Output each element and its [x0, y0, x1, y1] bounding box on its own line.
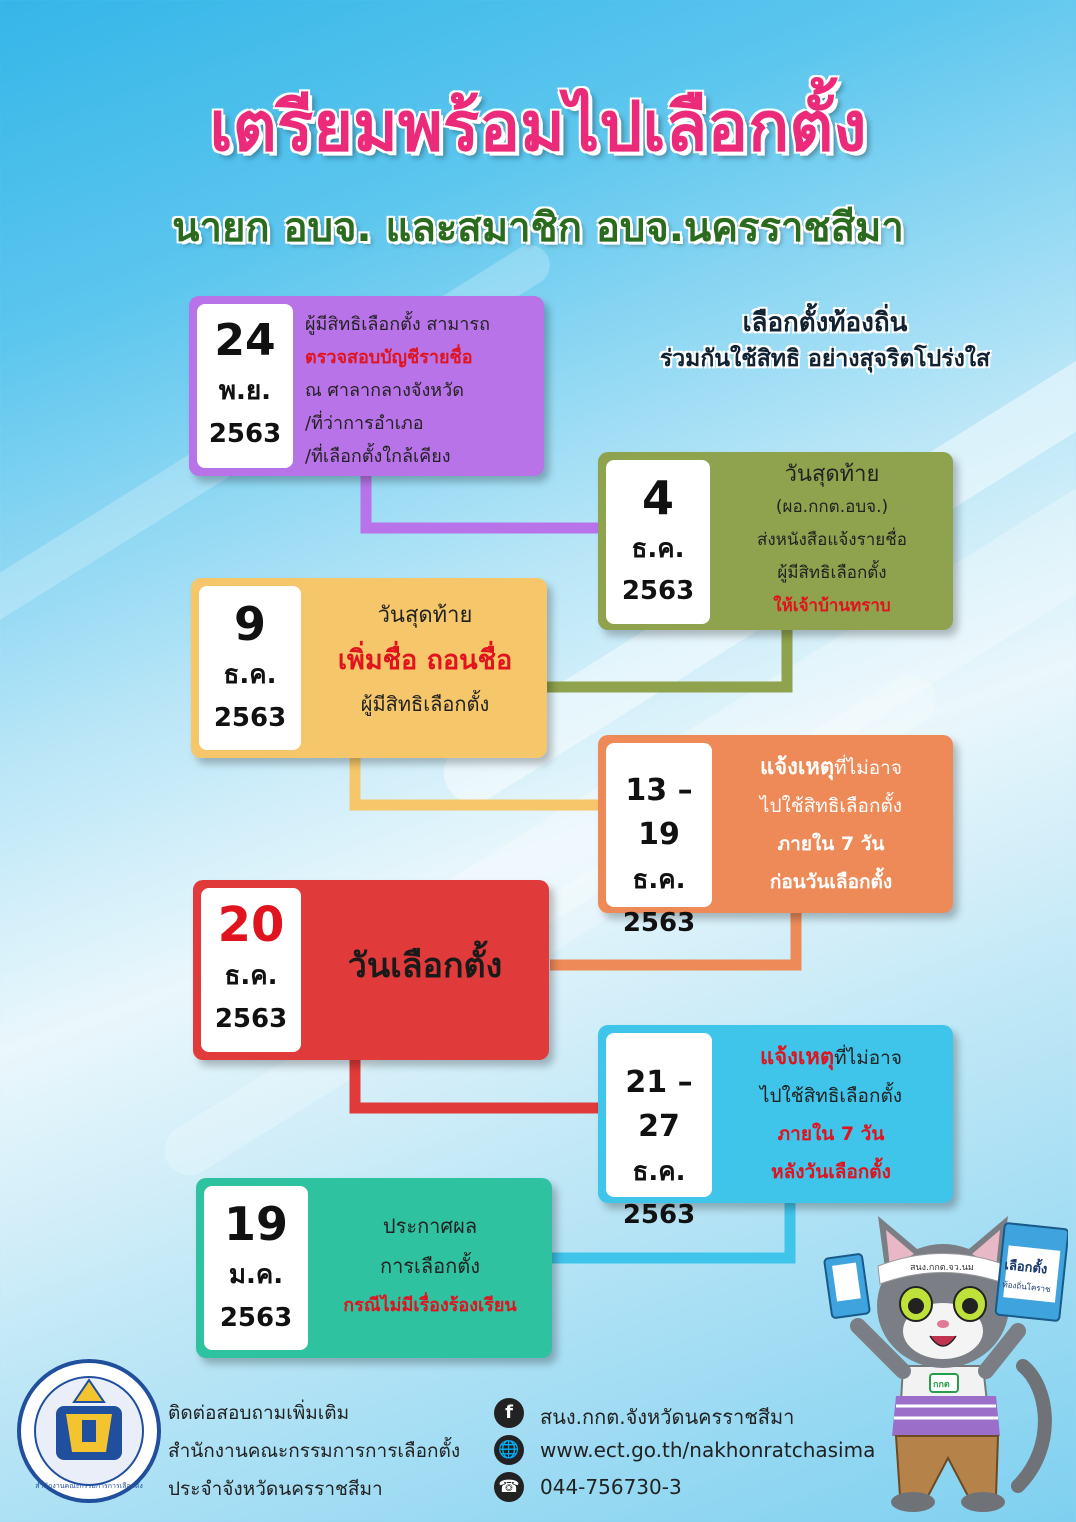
date-year: 2563: [213, 703, 287, 733]
timeline-card-7: [196, 1178, 552, 1358]
cat-mascot: [818, 1196, 1068, 1516]
connector-1: [366, 472, 606, 528]
card-line-highlight: ก่อนวันเลือกตั้ง: [769, 871, 893, 893]
slogan-line1: เลือกตั้งท้องถิ่น: [742, 308, 908, 338]
date-day: 24: [214, 315, 276, 366]
card-line-highlight: กรณีไม่มีเรื่องร้องเรียน: [343, 1295, 517, 1316]
office-name-line2: ประจำจังหวัดนครราชสีมา: [168, 1478, 383, 1500]
slogan-line2: ร่วมกันใช้สิทธิ อย่างสุจริตโปร่งใส: [659, 346, 991, 372]
card-line: /ที่เลือกตั้งใกล้เคียง: [305, 446, 451, 467]
date-year: 2563: [219, 1303, 293, 1333]
card-line-rest: ที่ไม่อาจ: [834, 1047, 902, 1069]
date-box: [199, 586, 301, 750]
timeline-card-1: [189, 296, 544, 476]
card-line: วันสุดท้าย: [377, 603, 473, 628]
date-box: [197, 304, 293, 468]
card-line: ประกาศผล: [382, 1214, 478, 1238]
mascot-sign-subtext: ท้องถิ่นโคราช: [1002, 1280, 1051, 1294]
date-year: 2563: [208, 419, 282, 449]
date-month: ธ.ค.: [224, 961, 278, 991]
card-line: [716, 749, 946, 787]
date-day: 9: [233, 597, 266, 651]
connector-5: [355, 1060, 604, 1108]
ect-logo: [14, 1356, 164, 1506]
card-line-highlight: หลังวันเลือกตั้ง: [771, 1161, 891, 1183]
card-text: [716, 458, 948, 623]
card-line: ไปใช้สิทธิเลือกตั้ง: [759, 1085, 903, 1107]
phone-number[interactable]: 044-756730-3: [540, 1475, 682, 1499]
mascot-shirt-badge: กกต: [933, 1380, 950, 1390]
card-line-highlight: ให้เจ้าบ้านทราบ: [773, 596, 891, 616]
card-line: /ที่ว่าการอำเภอ: [305, 413, 424, 434]
card-line: ไปใช้สิทธิเลือกตั้ง: [759, 795, 903, 817]
card-line-highlight: ภายใน 7 วัน: [777, 1123, 885, 1145]
card-line: ส่งหนังสือแจ้งรายชื่อ: [757, 530, 907, 550]
connector-3: [355, 758, 604, 805]
card-line: (ผอ.กกต.อบจ.): [775, 497, 889, 517]
timeline-card-5: [193, 880, 549, 1060]
page-subtitle: นายก อบจ. และสมาชิก อบจ.นครราชสีมา: [172, 205, 904, 251]
date-month: ธ.ค.: [632, 865, 686, 895]
card-line: [716, 1039, 946, 1077]
date-box: [201, 888, 301, 1052]
date-year: 2563: [622, 1200, 696, 1230]
date-month: ธ.ค.: [223, 660, 277, 690]
date-box: [606, 460, 710, 624]
date-month: ธ.ค.: [632, 1157, 686, 1187]
facebook-link[interactable]: สนง.กกต.จังหวัดนครราชสีมา: [540, 1405, 795, 1429]
card-text: [716, 1039, 946, 1191]
card-line: ณ ศาลากลางจังหวัด: [305, 380, 464, 401]
card-text: [307, 596, 543, 722]
card-line-highlight: ภายใน 7 วัน: [777, 833, 885, 855]
mascot-sign-text: เลือกตั้ง: [1003, 1258, 1048, 1278]
timeline-card-3: [191, 578, 547, 758]
date-month: พ.ย.: [218, 376, 272, 406]
timeline-card-6: [598, 1025, 953, 1230]
card-line-highlight: ตรวจสอบบัญชีรายชื่อ: [305, 347, 473, 368]
date-month: ม.ค.: [228, 1260, 284, 1290]
card-text: [307, 938, 543, 992]
date-day: 4: [641, 471, 674, 525]
logo-ring-text: สำนักงานคณะกรรมการการเลือกตั้ง: [35, 1482, 143, 1490]
card-line-highlight: วันเลือกตั้ง: [347, 946, 503, 986]
card-line-highlight: แจ้งเหตุ: [760, 755, 835, 780]
date-year: 2563: [621, 576, 695, 606]
date-year: 2563: [214, 1004, 288, 1034]
card-text: [312, 1206, 548, 1326]
facebook-icon: f: [494, 1398, 524, 1428]
card-text: [305, 308, 540, 473]
connector-2: [546, 628, 787, 687]
date-box: [606, 743, 712, 938]
date-year: 2563: [622, 908, 696, 938]
card-line-rest: ที่ไม่อาจ: [834, 757, 902, 779]
office-name-line1: สำนักงานคณะกรรมการการเลือกตั้ง: [168, 1440, 461, 1462]
date-day: 13 –19: [625, 773, 693, 852]
date-box: [204, 1186, 308, 1350]
date-box: [606, 1033, 712, 1230]
card-line: ผู้มีสิทธิเลือกตั้ง สามารถ: [305, 314, 490, 335]
card-line-highlight: แจ้งเหตุ: [760, 1045, 835, 1070]
card-text: [716, 749, 946, 901]
mascot-headband-text: สนง.กกต.จว.นม: [910, 1263, 974, 1273]
date-day: 20: [217, 897, 285, 953]
contact-label: ติดต่อสอบถามเพิ่มเติม: [168, 1402, 350, 1424]
globe-icon: 🌐: [494, 1435, 524, 1465]
timeline-card-4: [598, 735, 953, 938]
card-line: ผู้มีสิทธิเลือกตั้ง: [777, 563, 887, 583]
card-line: การเลือกตั้ง: [379, 1254, 481, 1278]
card-line-highlight: เพิ่มชื่อ ถอนชื่อ: [337, 645, 513, 676]
page-title: เตรียมพร้อมไปเลือกตั้ง: [209, 88, 867, 167]
date-month: ธ.ค.: [631, 534, 685, 564]
card-line: วันสุดท้าย: [784, 462, 880, 487]
date-day: 19: [223, 1197, 288, 1251]
website-link[interactable]: www.ect.go.th/nakhonratchasima: [540, 1438, 876, 1462]
date-day: 21 –27: [625, 1065, 693, 1144]
phone-icon: ☎: [494, 1472, 524, 1502]
card-line: ผู้มีสิทธิเลือกตั้ง: [360, 692, 490, 716]
timeline-card-2: [598, 452, 953, 630]
